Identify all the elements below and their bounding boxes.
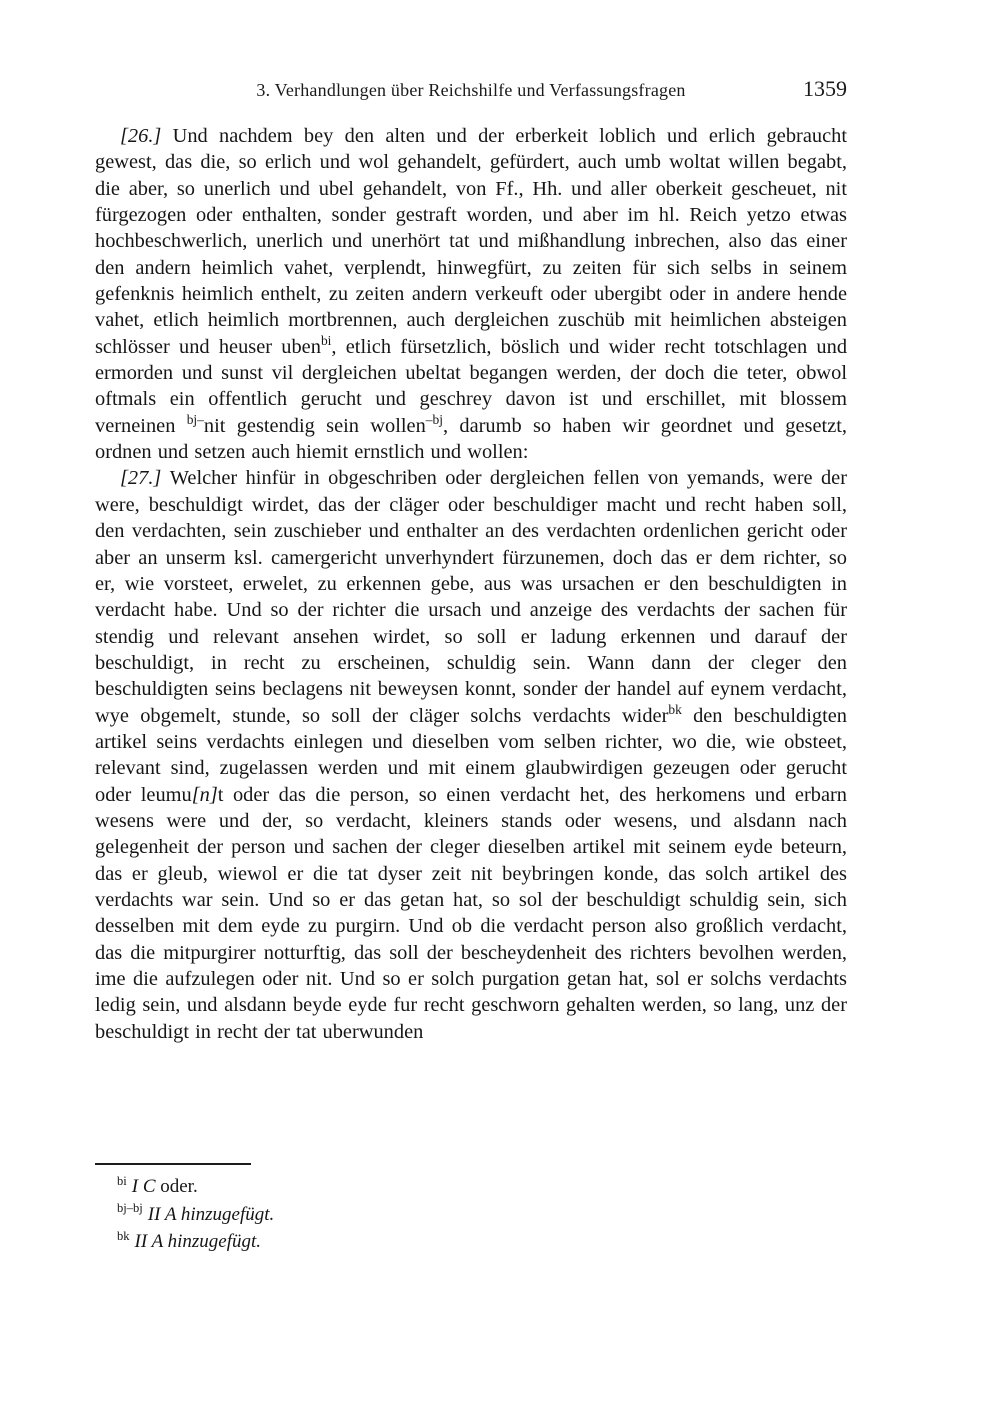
footnotes-section — [95, 1163, 847, 1256]
running-head — [95, 78, 847, 104]
page-number: 1359 — [803, 76, 847, 101]
paragraph: [26.] Und nachdem bey den alten und der erberkeit loblich und erlich gebraucht gewest, das die, so erlich und wol gehandelt, gefürdert, auch umb woltat willen begabt, die aber, so unerlich und ubel gehandelt, von Ff., Hh. und aller oberkeit gescheuet, nit fürgezogen oder enthalten, sonder gestraft worden, und aber im hl. Reich yetzo etwas hochbeschwerlich, unerlich und unerhört tat und mißhandlung inbrechen, also das einer den andern heimlich vahet, verplendt, hinwegfürt, zu zeiten für sich selbs in seinem gefenknis heimlich enthelt, zu zeiten andern verkeuft oder ubergibt oder in andere hende vahet, etlich heimlich mortbrennen, auch dergleichen zuschüb mit heimlichen absteigen schlösser und heuser uben$^{bi}$, etlich fürsetzlich, böslich und wider recht totschlagen und ermorden und sunst vil dergleichen ubeltat begangen werden, der doch die teter, obwol oftmals ein offentlich gerucht und geschrey davon ist und erschillet, mit blossem verneinen $^{bj-}$nit gestendig sein wollen$^{-bj}$, darumb so haben wir geordnet und gesetzt, ordnen und setzen auch hiemit ernstlich und wollen: — [95, 125, 848, 464]
footnote-reference: bk — [668, 701, 682, 717]
body-text — [95, 123, 847, 1045]
footnote: $^{bi}$ I C oder. — [117, 1173, 198, 1197]
chapter-title: 3. Verhandlungen über Reichshilfe und Verfassungsfragen — [256, 80, 686, 100]
footnote-reference: –bj — [425, 411, 443, 427]
footnote-reference: bi — [320, 332, 332, 348]
footnote: $^{bj-bj}$ II A hinzugefügt. — [117, 1201, 275, 1225]
footnote-separator-rule — [95, 1163, 251, 1165]
footnotes-list — [95, 1173, 847, 1256]
footnote-reference: bj– — [186, 411, 204, 427]
footnote-marker: bj–bj — [117, 1201, 143, 1216]
text-block — [95, 78, 847, 1045]
footnote-marker: bi — [117, 1173, 127, 1188]
footnote: $^{bk}$ II A hinzugefügt. — [117, 1228, 262, 1252]
paragraph: [27.] Welcher hinfür in obgeschriben oder dergleichen fellen von yemands, were der were, beschuldigt wirdet, das der cläger oder beschuldiger macht und recht haben soll, den verdachten, sein zuschieber und enthalter an des verdachten ordenlichen gericht oder aber an unserm ksl. camergericht unverhyndert fürzunemen, doch das er dem richter, so er, wie vorsteet, erwelet, zu erkennen gebe, aus was ursachen er den beschuldigten in verdacht habe. Und so der richter die ursach und anzeige des verdachts der sachen für stendig und relevant ansehen wirdet, so soll er ladung erkennen und darauf der beschuldigt, in recht zu erscheinen, schuldig sein. Wann dann der cleger den beschuldigten seins beclagens nit beweysen konnt, sonder der handel auf eynem verdacht, wye obgemelt, stunde, so soll der cläger solchs verdachts wider$^{bk}$ den beschuldigten artikel seins verdachts einlegen und dieselben vom selben richter, wo die, wie obsteet, relevant sind, zugelassen werden und mit einem glaubwirdigen gezeugen oder gerucht oder leumu[n]t oder das die person, so einen verdacht het, des herkomens und erbarn wesens were und der, so verdacht, kleiners stands oder wesens, und alsdann nach gelegenheit der person und sachen der cleger dieselben artikel mit seinem eyde beteurn, das er gleub, wiewol er die tat dyser zeit nit beybringen konde, das solch artikel des verdachts war sein. Und so er das getan hat, so sol der beschuldigt schuldig sein, sich desselben mit dem eyde zu purgirn. Und ob die verdacht person also großlich verdacht, das die mitpurgirer notturftig, das soll der bescheydenheit des richters bevolhen werden, ime die aufzulegen oder nit. Und so er solch purgation getan hat, sol er solchs verdachts ledig sein, und alsdann beyde eyde fur recht geschworn gehalten werden, so lang, unz der beschuldigt in recht der tat uberwunden — [95, 467, 847, 1043]
footnote-marker: bk — [117, 1228, 130, 1243]
